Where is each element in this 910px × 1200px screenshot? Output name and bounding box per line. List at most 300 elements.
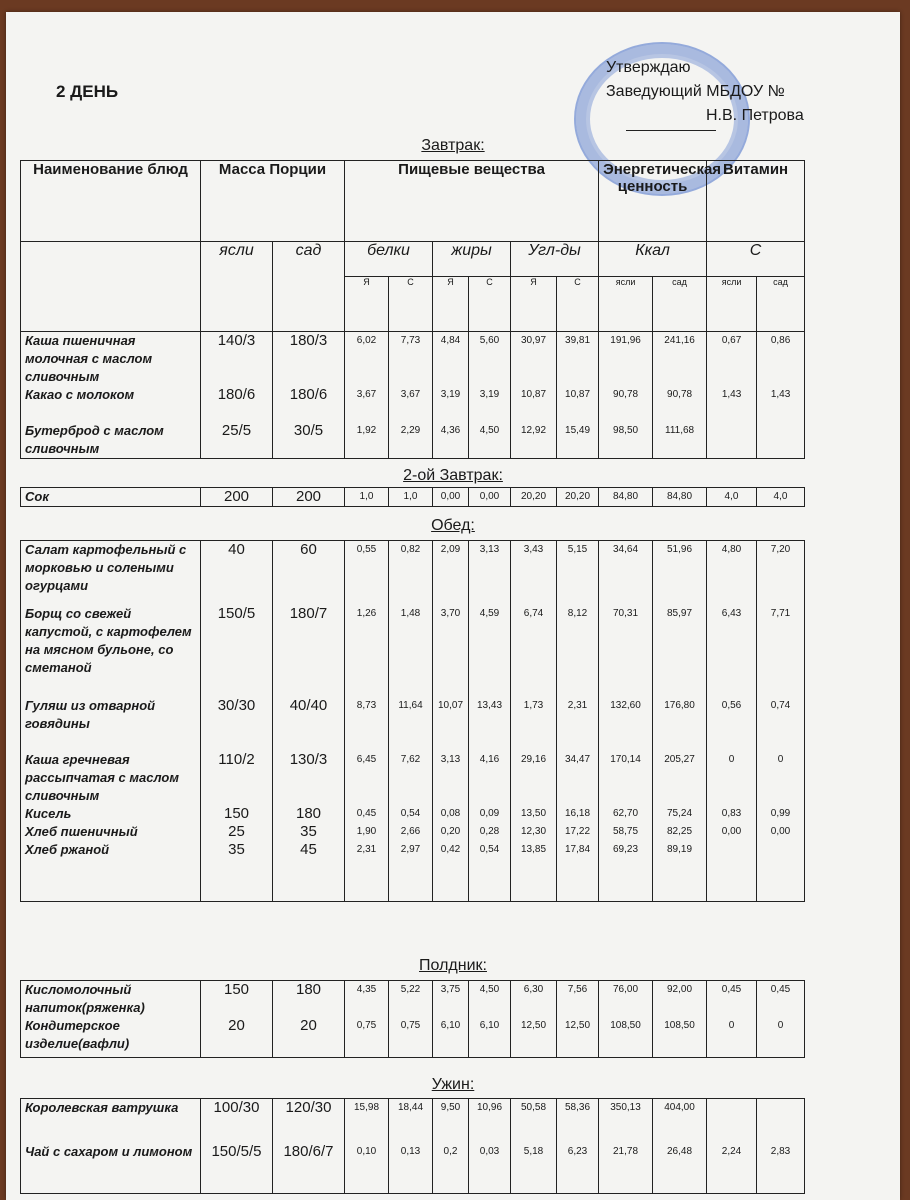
nutrient-value: 0,82 — [400, 544, 421, 555]
approval-line-2: Заведующий МБДОУ № — [606, 83, 785, 100]
nutrient-value: 12,50 — [564, 1020, 591, 1031]
menu-sheet — [6, 12, 900, 1200]
nutrient-value — [711, 841, 752, 901]
dish-name: Кисель — [25, 806, 72, 821]
value-col-9 — [757, 1099, 805, 1194]
mass-nursery: 25/5 — [221, 422, 252, 439]
nutrient-value: 58,36 — [564, 1102, 591, 1113]
value-col-8 — [707, 981, 757, 1058]
nutrient-value: 4,80 — [721, 544, 742, 555]
table-row — [21, 332, 805, 459]
table-row — [21, 981, 805, 1058]
header-carbs: Угл-ды — [511, 242, 599, 277]
nutrient-value: 0,2 — [443, 1146, 458, 1157]
header-row — [21, 242, 805, 277]
nutrient-value: 70,31 — [612, 608, 639, 619]
nutrient-value: 4,0 — [724, 491, 739, 502]
approval-line-1: Утверждаю — [606, 59, 691, 76]
nutrient-value: 4,50 — [479, 984, 500, 995]
nutrient-value: 0,09 — [479, 808, 500, 819]
dish-name: Какао с молоком — [25, 387, 135, 402]
nutrient-value: 191,96 — [610, 335, 641, 346]
dish-names — [21, 541, 201, 902]
meal-table — [20, 540, 805, 902]
header-vitamin: Витамин — [707, 161, 805, 242]
nutrient-value: 10,96 — [476, 1102, 503, 1113]
value-col-6 — [599, 981, 653, 1058]
nutrient-value: 0,75 — [400, 1020, 421, 1031]
nutrient-value: 108,50 — [610, 1020, 641, 1031]
nutrient-value: 0,99 — [770, 808, 791, 819]
value-col-3 — [469, 541, 511, 902]
nutrient-value: 5,15 — [567, 544, 588, 555]
header-nursery: ясли — [201, 242, 273, 332]
header-nutrients: Пищевые вещества — [345, 161, 599, 242]
nutrient-value: 0,45 — [770, 984, 791, 995]
mass-nursery: 35 — [228, 841, 245, 858]
mass-nursery-col — [201, 541, 273, 902]
nutrient-value: 12,92 — [521, 425, 547, 436]
nutrient-value: 4,16 — [479, 754, 500, 765]
value-col-9 — [757, 488, 805, 507]
nutrient-value: 0,74 — [770, 700, 791, 711]
nutrient-value: 3,43 — [523, 544, 544, 555]
value-col-1 — [389, 981, 433, 1058]
mass-garden: 180 — [295, 981, 322, 998]
nutrient-value: 15,98 — [353, 1102, 380, 1113]
meal-table — [20, 980, 805, 1058]
mass-nursery: 110/2 — [218, 751, 255, 768]
mass-nursery: 100/30 — [213, 1099, 260, 1116]
section-title: Завтрак: — [421, 137, 485, 154]
table-body — [21, 981, 805, 1058]
dish-name: Борщ со свежей капустой, с картофелем на мясном бульоне, со сметаной — [25, 606, 192, 675]
nutrient-value: 82,25 — [666, 826, 693, 837]
nutrient-value: 75,24 — [666, 808, 693, 819]
value-col-6 — [599, 1099, 653, 1194]
nutrient-value: 0,55 — [356, 544, 377, 555]
nutrient-value: 0,56 — [721, 700, 742, 711]
nutrient-value: 1,90 — [356, 826, 377, 837]
nutrient-value: 34,64 — [612, 544, 639, 555]
header-sub-1: С — [389, 277, 433, 332]
value-col-5 — [557, 332, 599, 459]
nutrient-value: 6,10 — [440, 1020, 461, 1031]
nutrient-value: 8,12 — [567, 608, 588, 619]
nutrient-value: 0 — [777, 754, 784, 765]
nutrient-value: 0 — [728, 1020, 735, 1031]
nutrient-value: 7,71 — [770, 608, 791, 619]
nutrient-value: 13,43 — [476, 700, 503, 711]
value-col-2 — [433, 541, 469, 902]
nutrient-value: 1,26 — [356, 608, 377, 619]
mass-garden: 40/40 — [289, 697, 328, 714]
value-col-6 — [599, 541, 653, 902]
mass-nursery-col — [201, 1099, 273, 1194]
table-body — [21, 332, 805, 459]
mass-nursery-col — [201, 981, 273, 1058]
nutrient-value: 1,92 — [356, 425, 377, 436]
value-col-1 — [389, 332, 433, 459]
nutrient-value: 84,80 — [612, 491, 639, 502]
section-title: Ужин: — [431, 1076, 475, 1093]
nutrient-value: 2,31 — [356, 844, 377, 855]
dish-name: Бутерброд с маслом сливочным — [25, 423, 164, 456]
nutrient-value: 6,02 — [356, 335, 377, 346]
nutrient-value: 0,00 — [440, 491, 461, 502]
header-kcal: Ккал — [599, 242, 707, 277]
value-col-3 — [469, 488, 511, 507]
nutrient-value: 3,67 — [356, 389, 377, 400]
nutrient-value: 4,84 — [440, 335, 461, 346]
table-body — [21, 541, 805, 902]
dish-name: Чай с сахаром и лимоном — [25, 1144, 193, 1159]
nutrient-value: 176,80 — [664, 700, 695, 711]
nutrient-value: 5,18 — [523, 1146, 544, 1157]
value-col-8 — [707, 332, 757, 459]
header-garden: сад — [273, 242, 345, 332]
header-sub-8: ясли — [707, 277, 757, 332]
nutrient-value — [761, 841, 800, 901]
nutrient-value: 4,59 — [479, 608, 500, 619]
dish-name: Салат картофельный с морковью и солеными огурцами — [25, 542, 187, 593]
value-col-8 — [707, 488, 757, 507]
nutrient-value: 30,97 — [521, 335, 547, 346]
mass-nursery: 140/3 — [217, 332, 256, 349]
value-col-9 — [757, 332, 805, 459]
nutrient-value — [761, 422, 800, 458]
nutrient-value: 3,13 — [479, 544, 500, 555]
nutrient-value: 76,00 — [612, 984, 639, 995]
nutrient-value: 26,48 — [666, 1146, 693, 1157]
value-col-6 — [599, 332, 653, 459]
value-col-1 — [389, 541, 433, 902]
value-col-8 — [707, 1099, 757, 1194]
section-title: Обед: — [431, 517, 475, 534]
nutrient-value: 10,07 — [437, 700, 464, 711]
dish-name: Каша гречневая рассыпчатая с маслом сливочным — [25, 752, 179, 803]
mass-garden-col — [273, 488, 345, 507]
nutrient-value: 2,24 — [721, 1146, 742, 1157]
nutrient-value: 13,85 — [520, 844, 547, 855]
approval-block — [606, 56, 804, 128]
dish-name: Гуляш из отварной говядины — [25, 698, 156, 731]
section-title: Полдник: — [419, 957, 487, 974]
header-sub-3: С — [469, 277, 511, 332]
nutrient-value: 2,83 — [770, 1146, 791, 1157]
nutrient-value: 404,00 — [664, 1102, 695, 1113]
nutrient-value: 4,0 — [773, 491, 788, 502]
nutrient-value: 4,35 — [356, 984, 377, 995]
mass-nursery: 180/6 — [217, 386, 256, 403]
header-fats: жиры — [433, 242, 511, 277]
nutrient-value: 12,30 — [520, 826, 547, 837]
dish-name: Королевская ватрушка — [25, 1100, 179, 1115]
nutrient-value: 132,60 — [610, 700, 641, 711]
nutrient-value: 7,73 — [400, 335, 421, 346]
nutrient-value: 29,16 — [520, 754, 547, 765]
mass-nursery: 200 — [223, 488, 250, 505]
value-col-0 — [345, 541, 389, 902]
mass-nursery: 20 — [228, 1017, 245, 1034]
value-col-9 — [757, 541, 805, 902]
nutrient-value: 6,30 — [523, 984, 544, 995]
value-col-4 — [511, 332, 557, 459]
nutrient-value: 11,64 — [398, 700, 423, 711]
nutrient-value: 58,75 — [612, 826, 639, 837]
mass-nursery: 40 — [228, 541, 245, 558]
mass-garden: 20 — [300, 1017, 317, 1034]
mass-garden: 200 — [295, 488, 322, 505]
nutrient-value: 21,78 — [612, 1146, 639, 1157]
table-header — [21, 161, 805, 332]
nutrient-value: 0,00 — [479, 491, 500, 502]
dish-name: Каша пшеничная молочная с маслом сливочным — [25, 333, 153, 384]
dish-name: Хлеб ржаной — [25, 842, 110, 857]
nutrient-value: 0,67 — [721, 335, 742, 346]
nutrient-value: 84,80 — [666, 491, 693, 502]
nutrient-value: 0,86 — [770, 335, 791, 346]
value-col-0 — [345, 981, 389, 1058]
dish-names — [21, 332, 201, 459]
value-col-2 — [433, 332, 469, 459]
nutrient-value: 4,36 — [440, 425, 461, 436]
nutrient-value: 16,18 — [564, 808, 591, 819]
nutrient-value: 3,75 — [440, 984, 461, 995]
header-sub-2: Я — [433, 277, 469, 332]
nutrient-value: 1,0 — [403, 491, 418, 502]
nutrient-value: 0,54 — [479, 844, 500, 855]
nutrient-value: 3,13 — [440, 754, 461, 765]
nutrient-value: 90,78 — [667, 389, 693, 400]
value-col-3 — [469, 1099, 511, 1194]
approval-line-3: Н.В. Петрова — [706, 107, 804, 124]
nutrient-value: 0,08 — [440, 808, 461, 819]
nutrient-value: 0,10 — [356, 1146, 377, 1157]
value-col-8 — [707, 541, 757, 902]
header-row — [21, 161, 805, 242]
table-row — [21, 1099, 805, 1194]
dish-names — [21, 981, 201, 1058]
nutrient-value — [711, 1099, 752, 1143]
mass-garden-col — [273, 332, 345, 459]
nutrient-value: 0 — [777, 1020, 784, 1031]
table-row — [21, 541, 805, 902]
meal-table — [20, 487, 805, 507]
nutrient-value: 85,97 — [666, 608, 693, 619]
header-proteins: белки — [345, 242, 433, 277]
nutrient-value: 1,48 — [400, 608, 421, 619]
header-sub-9: сад — [757, 277, 805, 332]
header-dish-name: Наименование блюд — [21, 161, 201, 242]
nutrient-value: 6,43 — [721, 608, 742, 619]
mass-garden: 60 — [300, 541, 317, 558]
nutrient-value: 205,27 — [664, 754, 695, 765]
mass-garden: 45 — [300, 841, 317, 858]
nutrient-value: 9,50 — [440, 1102, 461, 1113]
dish-name: Кондитерское изделие(вафли) — [25, 1018, 130, 1051]
nutrient-value: 170,14 — [610, 754, 641, 765]
value-col-1 — [389, 488, 433, 507]
mass-nursery: 150 — [223, 805, 250, 822]
mass-nursery-col — [201, 332, 273, 459]
nutrient-value: 350,13 — [610, 1102, 641, 1113]
nutrient-value: 92,00 — [666, 984, 693, 995]
value-col-4 — [511, 488, 557, 507]
dish-name: Сок — [25, 489, 49, 504]
nutrient-value: 0,20 — [440, 826, 461, 837]
mass-garden-col — [273, 1099, 345, 1194]
nutrient-value: 12,50 — [520, 1020, 547, 1031]
value-col-3 — [469, 981, 511, 1058]
value-col-0 — [345, 488, 389, 507]
nutrient-value: 17,22 — [564, 826, 591, 837]
mass-garden-col — [273, 981, 345, 1058]
header-vitamin-c: С — [707, 242, 805, 277]
nutrient-value: 10,87 — [565, 389, 591, 400]
nutrient-value: 5,22 — [400, 984, 421, 995]
value-col-5 — [557, 981, 599, 1058]
nutrient-value: 0,00 — [721, 826, 742, 837]
header-sub-4: Я — [511, 277, 557, 332]
table-body — [21, 1099, 805, 1194]
nutrient-value — [711, 422, 752, 458]
table-row — [21, 488, 805, 507]
header-sub-7: сад — [653, 277, 707, 332]
nutrient-value: 0,75 — [356, 1020, 377, 1031]
header-sub-0: Я — [345, 277, 389, 332]
dish-names — [21, 488, 201, 507]
value-col-5 — [557, 541, 599, 902]
value-col-7 — [653, 332, 707, 459]
value-col-9 — [757, 981, 805, 1058]
nutrient-value: 7,20 — [770, 544, 791, 555]
value-col-2 — [433, 981, 469, 1058]
value-col-4 — [511, 541, 557, 902]
nutrient-value: 7,56 — [567, 984, 588, 995]
nutrient-value: 2,29 — [400, 425, 421, 436]
nutrient-value: 1,0 — [359, 491, 374, 502]
dish-names — [21, 1099, 201, 1194]
mass-nursery: 150/5/5 — [211, 1143, 262, 1160]
nutrient-value: 6,23 — [567, 1146, 588, 1157]
nutrient-value: 0,54 — [400, 808, 421, 819]
nutrient-value: 51,96 — [666, 544, 693, 555]
nutrient-value: 8,73 — [356, 700, 377, 711]
value-col-2 — [433, 488, 469, 507]
table-body — [21, 488, 805, 507]
value-col-4 — [511, 1099, 557, 1194]
nutrient-value: 3,19 — [440, 389, 461, 400]
nutrient-value: 7,62 — [400, 754, 421, 765]
dish-name: Кисломолочный напиток(ряженка) — [25, 982, 145, 1015]
nutrient-value: 3,70 — [440, 608, 461, 619]
mass-nursery: 150 — [223, 981, 250, 998]
nutrient-value: 241,16 — [664, 335, 695, 346]
nutrient-value: 6,45 — [356, 754, 377, 765]
nutrient-value: 20,20 — [564, 491, 591, 502]
nutrient-value: 0,28 — [479, 826, 500, 837]
value-col-3 — [469, 332, 511, 459]
nutrient-value — [761, 1099, 800, 1143]
nutrient-value: 3,19 — [479, 389, 500, 400]
nutrient-value: 0,00 — [770, 826, 791, 837]
value-col-4 — [511, 981, 557, 1058]
mass-garden: 180/7 — [289, 605, 328, 622]
nutrient-value: 2,09 — [440, 544, 461, 555]
header-sub-6: ясли — [599, 277, 653, 332]
nutrient-value: 90,78 — [613, 389, 639, 400]
nutrient-value: 62,70 — [612, 808, 639, 819]
mass-nursery: 150/5 — [217, 605, 256, 622]
mass-nursery: 25 — [228, 823, 245, 840]
mass-garden: 180 — [295, 805, 322, 822]
nutrient-value: 89,19 — [666, 844, 693, 855]
header-energy: Энергетическая ценность — [599, 161, 707, 242]
value-col-0 — [345, 332, 389, 459]
value-col-1 — [389, 1099, 433, 1194]
nutrient-value: 15,49 — [565, 425, 591, 436]
nutrient-value: 13,50 — [520, 808, 547, 819]
meal-table — [20, 160, 805, 459]
day-title: 2 ДЕНЬ — [56, 82, 119, 101]
value-col-7 — [653, 488, 707, 507]
meal-table — [20, 1098, 805, 1194]
value-col-7 — [653, 1099, 707, 1194]
nutrient-value: 2,97 — [400, 844, 421, 855]
signature-line — [626, 130, 716, 131]
header-sub-5: С — [557, 277, 599, 332]
nutrient-value: 1,73 — [523, 700, 544, 711]
mass-nursery-col — [201, 488, 273, 507]
value-col-5 — [557, 488, 599, 507]
mass-garden: 30/5 — [293, 422, 324, 439]
nutrient-value: 108,50 — [664, 1020, 695, 1031]
mass-nursery: 30/30 — [217, 697, 256, 714]
value-col-6 — [599, 488, 653, 507]
nutrient-value: 111,68 — [665, 425, 695, 436]
section-title: 2-ой Завтрак: — [403, 467, 503, 484]
nutrient-value: 1,43 — [721, 389, 742, 400]
nutrient-value: 1,43 — [770, 389, 791, 400]
value-col-5 — [557, 1099, 599, 1194]
nutrient-value: 0,83 — [721, 808, 742, 819]
nutrient-value: 3,67 — [400, 389, 421, 400]
header-blank — [21, 242, 201, 332]
nutrient-value: 0 — [728, 754, 735, 765]
value-col-0 — [345, 1099, 389, 1194]
nutrient-value: 0,13 — [400, 1146, 421, 1157]
nutrient-value: 0,42 — [440, 844, 461, 855]
nutrient-value: 6,10 — [479, 1020, 500, 1031]
dish-name: Хлеб пшеничный — [25, 824, 138, 839]
nutrient-value: 18,44 — [397, 1102, 424, 1113]
mass-garden: 130/3 — [289, 751, 328, 768]
mass-garden: 35 — [300, 823, 317, 840]
header-portion-mass: Масса Порции — [201, 161, 345, 242]
value-col-7 — [653, 981, 707, 1058]
nutrient-value: 6,74 — [523, 608, 544, 619]
mass-garden: 180/6/7 — [283, 1143, 334, 1160]
nutrient-value: 98,50 — [613, 425, 639, 436]
nutrient-value: 69,23 — [612, 844, 639, 855]
nutrient-value: 17,84 — [564, 844, 591, 855]
nutrient-value: 50,58 — [520, 1102, 547, 1113]
nutrient-value: 34,47 — [564, 754, 591, 765]
nutrient-value: 5,60 — [479, 335, 500, 346]
nutrient-value: 0,45 — [356, 808, 377, 819]
mass-garden: 180/3 — [289, 332, 328, 349]
